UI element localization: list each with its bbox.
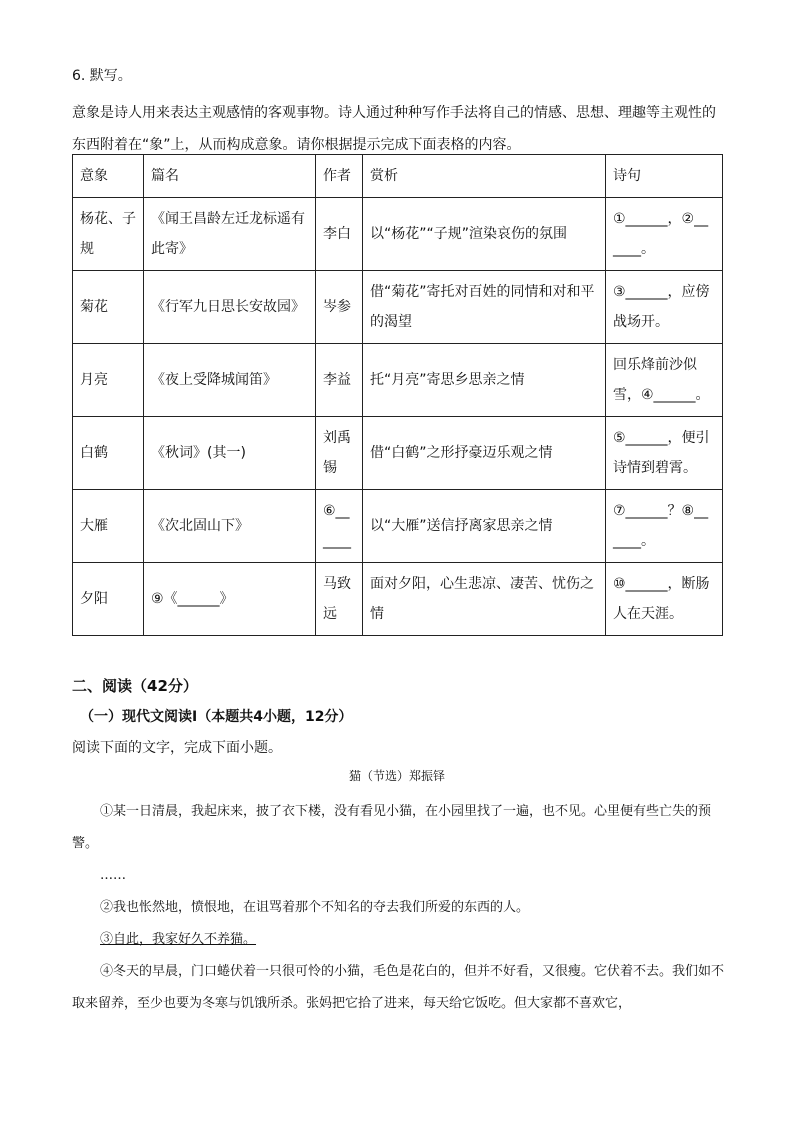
subsection-title: （一）现代文阅读Ⅰ（本题共4小题，12分） [80,709,353,725]
header-image: 意象 [73,155,144,198]
cell-analysis: 以“大雁”送信抒离家思亲之情 [363,490,606,563]
table-row [73,563,723,636]
table-row [73,344,723,417]
reading-instruction: 阅读下面的文字，完成下面小题。 [72,740,282,756]
table-row [73,417,723,490]
header-title: 篇名 [144,155,316,198]
table-row [73,490,723,563]
cell-lines: ③______，应傍战场开。 [606,271,723,344]
cell-author: 岑参 [316,271,363,344]
header-author: 作者 [316,155,363,198]
article-paragraph: ②我也怅然地，愤恨地，在诅骂着那个不知名的夺去我们所爱的东西的人。 [100,900,530,915]
cell-title: 《闻王昌龄左迁龙标遥有此寄》 [144,198,316,271]
cell-analysis: 托“月亮”寄思乡思亲之情 [363,344,606,417]
cell-analysis: 借“菊花”寄托对百姓的同情和对和平的渴望 [363,271,606,344]
article-paragraph: ①某一日清晨，我起床来，披了衣下楼，没有看见小猫，在小园里找了一遍，也不见。心里便有些亡失的预警。 [72,804,712,851]
article-paragraph-underlined [72,924,726,956]
cell-image: 菊花 [73,271,144,344]
cell-author: 李益 [316,344,363,417]
underlined-text: ③自此，我家好久不养猫。 [100,932,257,947]
cell-image: 月亮 [73,344,144,417]
article-title: 猫（节选）郑振铎 [348,769,445,783]
cell-title: 《秋词》(其一) [144,417,316,490]
section-title: 二、阅读（42分） [72,677,198,695]
header-lines: 诗句 [606,155,723,198]
cell-analysis: 面对夕阳，心生悲凉、凄苦、忧伤之情 [363,563,606,636]
article-paragraph: ④冬天的早晨，门口蜷伏着一只很可怜的小猫，毛色是花白的，但并不好看，又很瘦。它伏着不去。我们如不取来留养，至少也要为冬寒与饥饿所杀。张妈把它拾了进来，每天给它饭吃。但大家都不喜欢它， [72,964,725,1011]
cell-lines: ①______，②______。 [606,198,723,271]
article-ellipsis: …… [100,868,126,883]
cell-title: ⑨《______》 [144,563,316,636]
cell-author: 李白 [316,198,363,271]
cell-title: 《行军九日思长安故园》 [144,271,316,344]
cell-image: 杨花、子规 [73,198,144,271]
imagery-table [72,154,723,636]
cell-author: ⑥______ [316,490,363,563]
cell-title: 《夜上受降城闻笛》 [144,344,316,417]
cell-analysis: 以“杨花”“子规”渲染哀伤的氛围 [363,198,606,271]
cell-lines: ⑤______，便引诗情到碧霄。 [606,417,723,490]
table-header-row [73,155,723,198]
cell-analysis: 借“白鹤”之形抒豪迈乐观之情 [363,417,606,490]
table-row [73,198,723,271]
header-analysis: 赏析 [363,155,606,198]
cell-image: 白鹤 [73,417,144,490]
cell-author: 马致远 [316,563,363,636]
cell-image: 夕阳 [73,563,144,636]
question-number: 6. 默写。 [72,68,132,84]
question-intro: 意象是诗人用来表达主观感情的客观事物。诗人通过种种写作手法将自己的情感、思想、理趣等主观性的东西附着在“象”上，从而构成意象。请你根据提示完成下面表格的内容。 [72,105,716,153]
cell-image: 大雁 [73,490,144,563]
table-row [73,271,723,344]
cell-lines: ⑦______？⑧______。 [606,490,723,563]
cell-author: 刘禹锡 [316,417,363,490]
cell-lines: ⑩______，断肠人在天涯。 [606,563,723,636]
cell-title: 《次北固山下》 [144,490,316,563]
cell-lines: 回乐烽前沙似雪，④______。 [606,344,723,417]
article-body [72,796,726,1020]
